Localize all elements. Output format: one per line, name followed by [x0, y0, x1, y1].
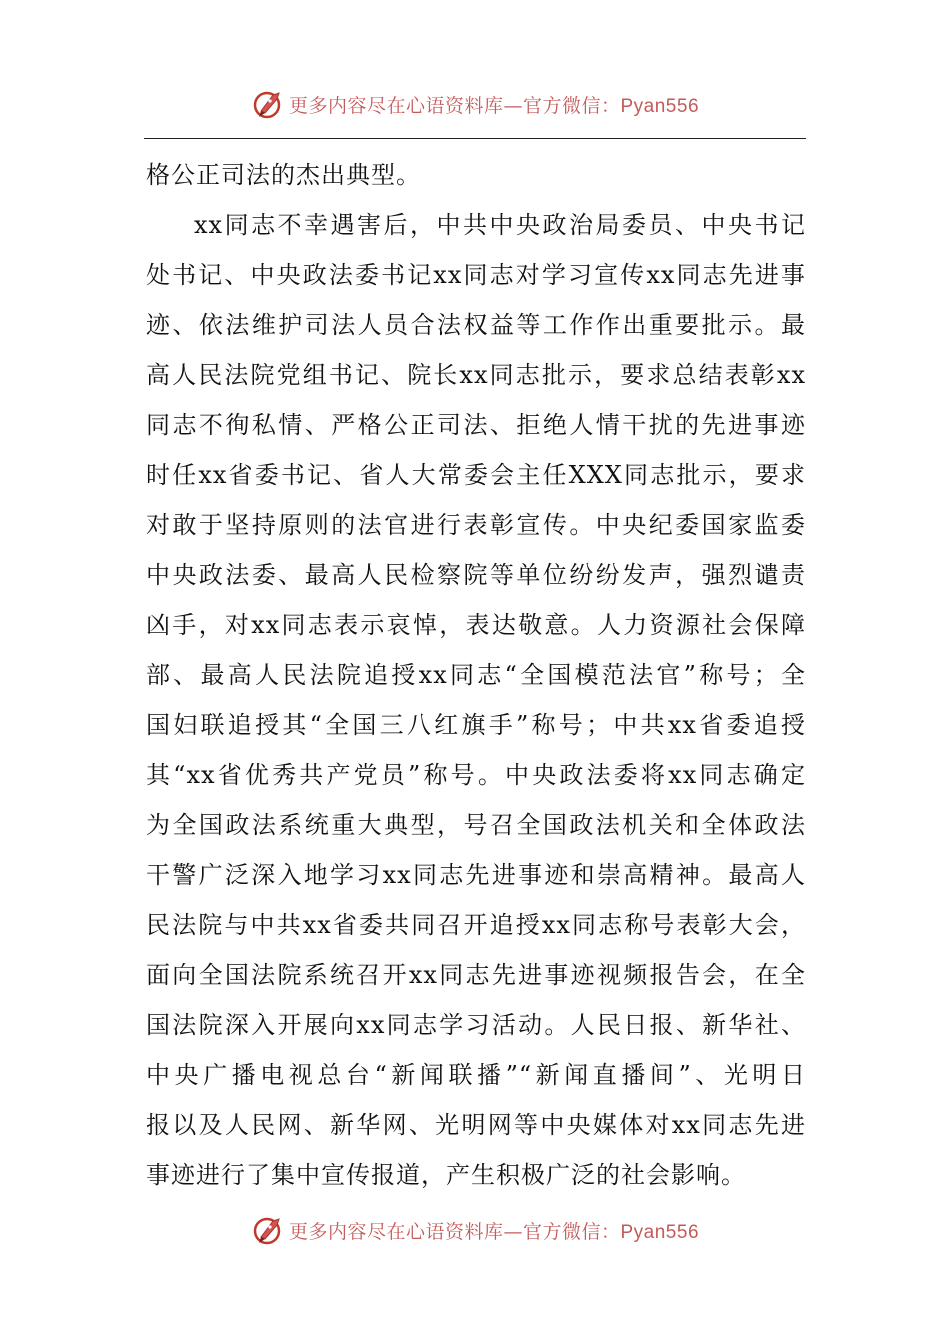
- paragraph-line: 其“xx省优秀共产党员”称号。中央政法委将xx同志确定: [146, 761, 806, 789]
- paragraph-line: 时任xx省委书记、省人大常委会主任XXX同志批示，要求: [146, 461, 806, 489]
- header-watermark: [0, 84, 950, 124]
- paragraph-line: 报以及人民网、新华网、光明网等中央媒体对xx同志先进: [146, 1111, 806, 1139]
- document-body: [146, 150, 806, 1200]
- paragraph-line: 高人民法院党组书记、院长xx同志批示，要求总结表彰xx: [146, 361, 806, 389]
- paragraph-line: 为全国政法系统重大典型，号召全国政法机关和全体政法: [146, 811, 806, 839]
- watermark-text: 更多内容尽在心语资料库—官方微信：Pyan556: [288, 94, 700, 117]
- paragraph-line: 凶手，对xx同志表示哀悼，表达敬意。人力资源社会保障: [146, 611, 806, 639]
- watermark-text: 更多内容尽在心语资料库—官方微信：Pyan556: [288, 1220, 700, 1243]
- paragraph-line: 中央广播电视总台“新闻联播”“新闻直播间”、光明日: [146, 1061, 806, 1089]
- pen-nib-circle-icon: [251, 1213, 285, 1247]
- paragraph-line: 国妇联追授其“全国三八红旗手”称号；中共xx省委追授: [146, 711, 806, 739]
- paragraph-line: xx同志不幸遇害后，中共中央政治局委员、中央书记: [194, 211, 806, 239]
- paragraph-line: 同志不徇私情、严格公正司法、拒绝人情干扰的先进事迹: [146, 411, 806, 439]
- wechat-id: Pyan556: [620, 95, 700, 117]
- paragraph-line: 面向全国法院系统召开xx同志先进事迹视频报告会，在全: [146, 961, 806, 989]
- footer-watermark: [0, 1210, 950, 1250]
- paragraph-line: 处书记、中央政法委书记xx同志对学习宣传xx同志先进事: [146, 261, 806, 289]
- paragraph-line: 事迹进行了集中宣传报道，产生积极广泛的社会影响。: [146, 1161, 746, 1189]
- wechat-id: Pyan556: [620, 1221, 700, 1243]
- paragraph-line: 对敢于坚持原则的法官进行表彰宣传。中央纪委国家监委: [146, 511, 806, 539]
- pen-nib-circle-icon: [251, 87, 285, 121]
- paragraph-line: 中央政法委、最高人民检察院等单位纷纷发声，强烈谴责: [146, 561, 806, 589]
- paragraph-line: 干警广泛深入地学习xx同志先进事迹和崇高精神。最高人: [146, 861, 806, 889]
- paragraph-line: 格公正司法的杰出典型。: [146, 161, 421, 189]
- paragraph-line: 民法院与中共xx省委共同召开追授xx同志称号表彰大会，: [146, 911, 806, 939]
- paragraph-line: 部、最高人民法院追授xx同志“全国模范法官”称号；全: [146, 661, 806, 689]
- paragraph-line: 国法院深入开展向xx同志学习活动。人民日报、新华社、: [146, 1011, 806, 1039]
- paragraph-line: 迹、依法维护司法人员合法权益等工作作出重要批示。最: [146, 311, 806, 339]
- header-rule: [144, 138, 806, 139]
